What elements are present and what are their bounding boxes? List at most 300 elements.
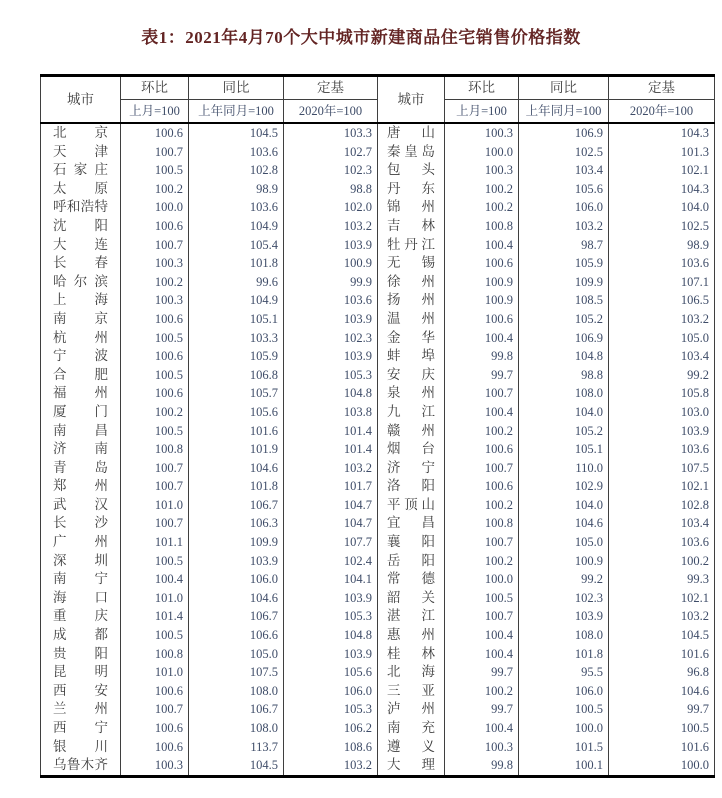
city-name-right: 锦州 <box>378 198 445 217</box>
mom-value-right: 100.8 <box>445 217 519 236</box>
table-row <box>41 682 715 701</box>
yoy-value-right: 101.5 <box>519 738 609 757</box>
base-value-right: 104.3 <box>609 180 715 199</box>
mom-value-left: 101.0 <box>121 589 189 608</box>
city-name-left: 福州 <box>41 384 121 403</box>
base-value-left: 105.3 <box>284 366 378 385</box>
city-name-right: 唐山 <box>378 123 445 143</box>
mom-value-right: 100.2 <box>445 496 519 515</box>
mom-value-right: 100.2 <box>445 180 519 199</box>
yoy-value-right: 104.0 <box>519 496 609 515</box>
yoy-value-left: 105.9 <box>189 347 284 366</box>
base-value-right: 103.4 <box>609 514 715 533</box>
mom-value-right: 100.3 <box>445 738 519 757</box>
base-value-left: 98.8 <box>284 180 378 199</box>
header-mom-base-right: 上月=100 <box>445 100 519 124</box>
base-value-right: 100.2 <box>609 552 715 571</box>
yoy-value-right: 102.9 <box>519 477 609 496</box>
city-name-left: 西宁 <box>41 719 121 738</box>
yoy-value-right: 105.9 <box>519 254 609 273</box>
mom-value-right: 100.2 <box>445 682 519 701</box>
base-value-right: 98.9 <box>609 236 715 255</box>
city-name-right: 扬州 <box>378 291 445 310</box>
city-name-left: 海口 <box>41 589 121 608</box>
mom-value-right: 100.3 <box>445 123 519 143</box>
city-name-right: 牡丹江 <box>378 236 445 255</box>
base-value-left: 103.9 <box>284 347 378 366</box>
base-value-right: 100.5 <box>609 719 715 738</box>
base-value-right: 102.8 <box>609 496 715 515</box>
mom-value-right: 100.6 <box>445 254 519 273</box>
table-row <box>41 291 715 310</box>
table-row <box>41 217 715 236</box>
mom-value-right: 100.2 <box>445 422 519 441</box>
yoy-value-right: 105.6 <box>519 180 609 199</box>
yoy-value-right: 99.2 <box>519 570 609 589</box>
yoy-value-right: 103.4 <box>519 161 609 180</box>
table-row <box>41 422 715 441</box>
table-row <box>41 123 715 143</box>
yoy-value-left: 101.8 <box>189 254 284 273</box>
mom-value-right: 100.3 <box>445 161 519 180</box>
mom-value-right: 99.7 <box>445 700 519 719</box>
city-name-left: 深圳 <box>41 552 121 571</box>
base-value-right: 104.5 <box>609 626 715 645</box>
yoy-value-right: 106.9 <box>519 123 609 143</box>
yoy-value-left: 104.9 <box>189 217 284 236</box>
mom-value-left: 100.7 <box>121 459 189 478</box>
yoy-value-left: 103.6 <box>189 198 284 217</box>
base-value-right: 102.1 <box>609 589 715 608</box>
table-row <box>41 570 715 589</box>
mom-value-left: 100.7 <box>121 514 189 533</box>
base-value-left: 103.2 <box>284 756 378 776</box>
city-name-right: 温州 <box>378 310 445 329</box>
yoy-value-right: 106.0 <box>519 682 609 701</box>
table-row <box>41 180 715 199</box>
base-value-left: 102.0 <box>284 198 378 217</box>
city-name-left: 济南 <box>41 440 121 459</box>
city-name-right: 安庆 <box>378 366 445 385</box>
base-value-right: 102.5 <box>609 217 715 236</box>
base-value-right: 106.5 <box>609 291 715 310</box>
mom-value-right: 100.7 <box>445 384 519 403</box>
yoy-value-right: 105.1 <box>519 440 609 459</box>
city-name-left: 沈阳 <box>41 217 121 236</box>
yoy-value-right: 100.5 <box>519 700 609 719</box>
base-value-left: 101.4 <box>284 422 378 441</box>
mom-value-right: 100.6 <box>445 310 519 329</box>
base-value-left: 103.2 <box>284 217 378 236</box>
yoy-value-left: 104.6 <box>189 459 284 478</box>
city-name-right: 烟台 <box>378 440 445 459</box>
base-value-left: 100.9 <box>284 254 378 273</box>
table-row <box>41 719 715 738</box>
yoy-value-right: 102.5 <box>519 143 609 162</box>
mom-value-left: 101.1 <box>121 533 189 552</box>
yoy-value-right: 100.0 <box>519 719 609 738</box>
mom-value-left: 100.5 <box>121 626 189 645</box>
mom-value-left: 100.5 <box>121 552 189 571</box>
table-row <box>41 366 715 385</box>
mom-value-left: 100.6 <box>121 123 189 143</box>
yoy-value-left: 105.1 <box>189 310 284 329</box>
city-name-right: 吉林 <box>378 217 445 236</box>
city-name-right: 惠州 <box>378 626 445 645</box>
city-name-right: 大理 <box>378 756 445 776</box>
base-value-right: 96.8 <box>609 663 715 682</box>
mom-value-right: 100.4 <box>445 645 519 664</box>
mom-value-left: 100.8 <box>121 440 189 459</box>
city-name-left: 上海 <box>41 291 121 310</box>
city-name-left: 南宁 <box>41 570 121 589</box>
base-value-left: 108.6 <box>284 738 378 757</box>
mom-value-left: 101.4 <box>121 607 189 626</box>
yoy-value-right: 100.1 <box>519 756 609 776</box>
city-name-left: 青岛 <box>41 459 121 478</box>
city-name-left: 成都 <box>41 626 121 645</box>
base-value-left: 105.6 <box>284 663 378 682</box>
city-name-left: 南昌 <box>41 422 121 441</box>
mom-value-left: 100.0 <box>121 198 189 217</box>
yoy-value-left: 106.7 <box>189 700 284 719</box>
city-name-right: 济宁 <box>378 459 445 478</box>
yoy-value-left: 106.6 <box>189 626 284 645</box>
mom-value-left: 100.7 <box>121 700 189 719</box>
base-value-right: 101.6 <box>609 738 715 757</box>
mom-value-left: 100.8 <box>121 645 189 664</box>
table-row <box>41 700 715 719</box>
base-value-left: 103.6 <box>284 291 378 310</box>
base-value-left: 104.7 <box>284 496 378 515</box>
mom-value-right: 100.4 <box>445 626 519 645</box>
base-value-right: 104.3 <box>609 123 715 143</box>
mom-value-right: 100.9 <box>445 291 519 310</box>
header-base-base-right: 2020年=100 <box>609 100 715 124</box>
mom-value-left: 100.6 <box>121 347 189 366</box>
yoy-value-right: 110.0 <box>519 459 609 478</box>
yoy-value-left: 105.7 <box>189 384 284 403</box>
yoy-value-left: 113.7 <box>189 738 284 757</box>
mom-value-right: 100.0 <box>445 143 519 162</box>
yoy-value-left: 103.6 <box>189 143 284 162</box>
city-name-right: 遵义 <box>378 738 445 757</box>
city-name-right: 宜昌 <box>378 514 445 533</box>
table-row <box>41 310 715 329</box>
base-value-right: 104.6 <box>609 682 715 701</box>
mom-value-right: 100.4 <box>445 403 519 422</box>
mom-value-right: 100.7 <box>445 459 519 478</box>
base-value-left: 102.7 <box>284 143 378 162</box>
yoy-value-left: 98.9 <box>189 180 284 199</box>
base-value-right: 107.5 <box>609 459 715 478</box>
yoy-value-left: 108.0 <box>189 682 284 701</box>
mom-value-left: 100.5 <box>121 329 189 348</box>
yoy-value-right: 104.6 <box>519 514 609 533</box>
yoy-value-left: 105.4 <box>189 236 284 255</box>
base-value-right: 99.3 <box>609 570 715 589</box>
city-name-left: 贵阳 <box>41 645 121 664</box>
header-base-left: 定基 <box>284 76 378 100</box>
mom-value-right: 100.7 <box>445 607 519 626</box>
yoy-value-right: 106.0 <box>519 198 609 217</box>
yoy-value-left: 104.6 <box>189 589 284 608</box>
base-value-left: 101.7 <box>284 477 378 496</box>
city-name-right: 赣州 <box>378 422 445 441</box>
mom-value-right: 100.0 <box>445 570 519 589</box>
base-value-right: 102.1 <box>609 161 715 180</box>
table-row <box>41 477 715 496</box>
yoy-value-right: 105.2 <box>519 422 609 441</box>
yoy-value-left: 103.3 <box>189 329 284 348</box>
city-name-left: 重庆 <box>41 607 121 626</box>
city-name-right: 韶关 <box>378 589 445 608</box>
city-name-left: 天津 <box>41 143 121 162</box>
city-name-left: 乌鲁木齐 <box>41 756 121 776</box>
yoy-value-left: 104.5 <box>189 756 284 776</box>
city-name-right: 秦皇岛 <box>378 143 445 162</box>
base-value-left: 101.4 <box>284 440 378 459</box>
base-value-left: 104.1 <box>284 570 378 589</box>
city-name-left: 合肥 <box>41 366 121 385</box>
table-row <box>41 738 715 757</box>
yoy-value-right: 109.9 <box>519 273 609 292</box>
base-value-right: 104.0 <box>609 198 715 217</box>
table-row <box>41 347 715 366</box>
base-value-right: 103.2 <box>609 310 715 329</box>
mom-value-right: 100.4 <box>445 236 519 255</box>
base-value-right: 99.7 <box>609 700 715 719</box>
city-name-right: 岳阳 <box>378 552 445 571</box>
mom-value-left: 100.7 <box>121 236 189 255</box>
city-name-left: 杭州 <box>41 329 121 348</box>
base-value-right: 100.0 <box>609 756 715 776</box>
mom-value-right: 100.4 <box>445 329 519 348</box>
city-name-left: 武汉 <box>41 496 121 515</box>
mom-value-right: 100.6 <box>445 440 519 459</box>
mom-value-left: 100.3 <box>121 291 189 310</box>
yoy-value-left: 104.5 <box>189 123 284 143</box>
table-row <box>41 756 715 776</box>
mom-value-right: 99.7 <box>445 366 519 385</box>
table-row <box>41 552 715 571</box>
yoy-value-left: 103.9 <box>189 552 284 571</box>
base-value-left: 103.2 <box>284 459 378 478</box>
city-name-right: 南充 <box>378 719 445 738</box>
base-value-left: 103.3 <box>284 123 378 143</box>
yoy-value-left: 104.9 <box>189 291 284 310</box>
base-value-left: 103.9 <box>284 645 378 664</box>
city-name-right: 常德 <box>378 570 445 589</box>
table-row <box>41 236 715 255</box>
yoy-value-left: 106.7 <box>189 607 284 626</box>
header-row-main <box>41 76 715 100</box>
mom-value-left: 100.6 <box>121 719 189 738</box>
base-value-left: 107.7 <box>284 533 378 552</box>
city-name-right: 桂林 <box>378 645 445 664</box>
city-name-left: 太原 <box>41 180 121 199</box>
city-name-left: 宁波 <box>41 347 121 366</box>
city-name-right: 襄阳 <box>378 533 445 552</box>
mom-value-left: 100.2 <box>121 403 189 422</box>
yoy-value-left: 102.8 <box>189 161 284 180</box>
yoy-value-left: 106.3 <box>189 514 284 533</box>
base-value-right: 103.0 <box>609 403 715 422</box>
yoy-value-left: 106.0 <box>189 570 284 589</box>
table-row <box>41 143 715 162</box>
mom-value-right: 100.4 <box>445 719 519 738</box>
base-value-right: 107.1 <box>609 273 715 292</box>
mom-value-left: 100.3 <box>121 254 189 273</box>
mom-value-left: 100.6 <box>121 682 189 701</box>
table-row <box>41 514 715 533</box>
yoy-value-right: 108.5 <box>519 291 609 310</box>
table-row <box>41 496 715 515</box>
header-city-right: 城市 <box>378 76 445 124</box>
yoy-value-left: 99.6 <box>189 273 284 292</box>
yoy-value-left: 105.6 <box>189 403 284 422</box>
yoy-value-left: 106.7 <box>189 496 284 515</box>
table-row <box>41 254 715 273</box>
city-name-right: 平顶山 <box>378 496 445 515</box>
city-name-left: 昆明 <box>41 663 121 682</box>
yoy-value-left: 107.5 <box>189 663 284 682</box>
city-name-right: 金华 <box>378 329 445 348</box>
base-value-left: 105.3 <box>284 700 378 719</box>
mom-value-right: 100.2 <box>445 198 519 217</box>
table-row <box>41 384 715 403</box>
mom-value-left: 100.2 <box>121 273 189 292</box>
table-row <box>41 459 715 478</box>
mom-value-left: 100.6 <box>121 310 189 329</box>
base-value-right: 105.0 <box>609 329 715 348</box>
base-value-right: 101.6 <box>609 645 715 664</box>
yoy-value-right: 104.8 <box>519 347 609 366</box>
mom-value-right: 100.5 <box>445 589 519 608</box>
base-value-left: 105.3 <box>284 607 378 626</box>
yoy-value-left: 108.0 <box>189 719 284 738</box>
city-name-right: 无锡 <box>378 254 445 273</box>
city-name-left: 银川 <box>41 738 121 757</box>
base-value-right: 101.3 <box>609 143 715 162</box>
yoy-value-right: 102.3 <box>519 589 609 608</box>
yoy-value-right: 103.2 <box>519 217 609 236</box>
base-value-left: 102.3 <box>284 329 378 348</box>
mom-value-left: 100.6 <box>121 217 189 236</box>
yoy-value-left: 101.9 <box>189 440 284 459</box>
yoy-value-left: 106.8 <box>189 366 284 385</box>
base-value-left: 103.8 <box>284 403 378 422</box>
yoy-value-right: 108.0 <box>519 384 609 403</box>
city-name-left: 哈尔滨 <box>41 273 121 292</box>
header-mom-base-left: 上月=100 <box>121 100 189 124</box>
city-name-left: 郑州 <box>41 477 121 496</box>
mom-value-left: 100.4 <box>121 570 189 589</box>
city-name-right: 蚌埠 <box>378 347 445 366</box>
mom-value-left: 100.2 <box>121 180 189 199</box>
mom-value-right: 99.7 <box>445 663 519 682</box>
header-yoy-right: 同比 <box>519 76 609 100</box>
mom-value-left: 101.0 <box>121 663 189 682</box>
mom-value-right: 100.8 <box>445 514 519 533</box>
city-name-left: 长春 <box>41 254 121 273</box>
city-name-left: 兰州 <box>41 700 121 719</box>
city-name-left: 广州 <box>41 533 121 552</box>
base-value-left: 106.0 <box>284 682 378 701</box>
header-city-left: 城市 <box>41 76 121 124</box>
city-name-right: 丹东 <box>378 180 445 199</box>
city-name-left: 北京 <box>41 123 121 143</box>
yoy-value-left: 105.0 <box>189 645 284 664</box>
table-row <box>41 533 715 552</box>
base-value-left: 106.2 <box>284 719 378 738</box>
city-name-right: 湛江 <box>378 607 445 626</box>
header-base-right: 定基 <box>609 76 715 100</box>
header-mom-left: 环比 <box>121 76 189 100</box>
mom-value-right: 100.7 <box>445 533 519 552</box>
table-row <box>41 440 715 459</box>
base-value-right: 103.2 <box>609 607 715 626</box>
base-value-right: 103.6 <box>609 440 715 459</box>
city-name-left: 西安 <box>41 682 121 701</box>
table-header <box>41 76 715 124</box>
mom-value-left: 100.5 <box>121 161 189 180</box>
mom-value-right: 100.9 <box>445 273 519 292</box>
city-name-right: 徐州 <box>378 273 445 292</box>
base-value-left: 103.9 <box>284 236 378 255</box>
base-value-right: 103.6 <box>609 254 715 273</box>
base-value-left: 99.9 <box>284 273 378 292</box>
header-base-base-left: 2020年=100 <box>284 100 378 124</box>
yoy-value-right: 98.7 <box>519 236 609 255</box>
yoy-value-right: 100.9 <box>519 552 609 571</box>
mom-value-right: 100.2 <box>445 552 519 571</box>
mom-value-left: 100.7 <box>121 143 189 162</box>
header-yoy-base-right: 上年同月=100 <box>519 100 609 124</box>
yoy-value-right: 105.0 <box>519 533 609 552</box>
mom-value-left: 100.7 <box>121 477 189 496</box>
base-value-right: 105.8 <box>609 384 715 403</box>
yoy-value-left: 109.9 <box>189 533 284 552</box>
base-value-left: 102.4 <box>284 552 378 571</box>
city-name-left: 南京 <box>41 310 121 329</box>
mom-value-left: 101.0 <box>121 496 189 515</box>
table-row <box>41 589 715 608</box>
price-index-table <box>40 74 715 778</box>
table-row <box>41 645 715 664</box>
city-name-right: 三亚 <box>378 682 445 701</box>
table-row <box>41 198 715 217</box>
yoy-value-left: 101.6 <box>189 422 284 441</box>
city-name-left: 呼和浩特 <box>41 198 121 217</box>
base-value-left: 104.7 <box>284 514 378 533</box>
table-row <box>41 329 715 348</box>
city-name-left: 大连 <box>41 236 121 255</box>
base-value-right: 103.9 <box>609 422 715 441</box>
city-name-right: 北海 <box>378 663 445 682</box>
yoy-value-right: 101.8 <box>519 645 609 664</box>
yoy-value-right: 98.8 <box>519 366 609 385</box>
yoy-value-right: 103.9 <box>519 607 609 626</box>
mom-value-left: 100.6 <box>121 384 189 403</box>
mom-value-left: 100.3 <box>121 756 189 776</box>
yoy-value-right: 108.0 <box>519 626 609 645</box>
yoy-value-right: 104.0 <box>519 403 609 422</box>
yoy-value-right: 105.2 <box>519 310 609 329</box>
mom-value-left: 100.5 <box>121 422 189 441</box>
mom-value-right: 99.8 <box>445 756 519 776</box>
table-row <box>41 273 715 292</box>
